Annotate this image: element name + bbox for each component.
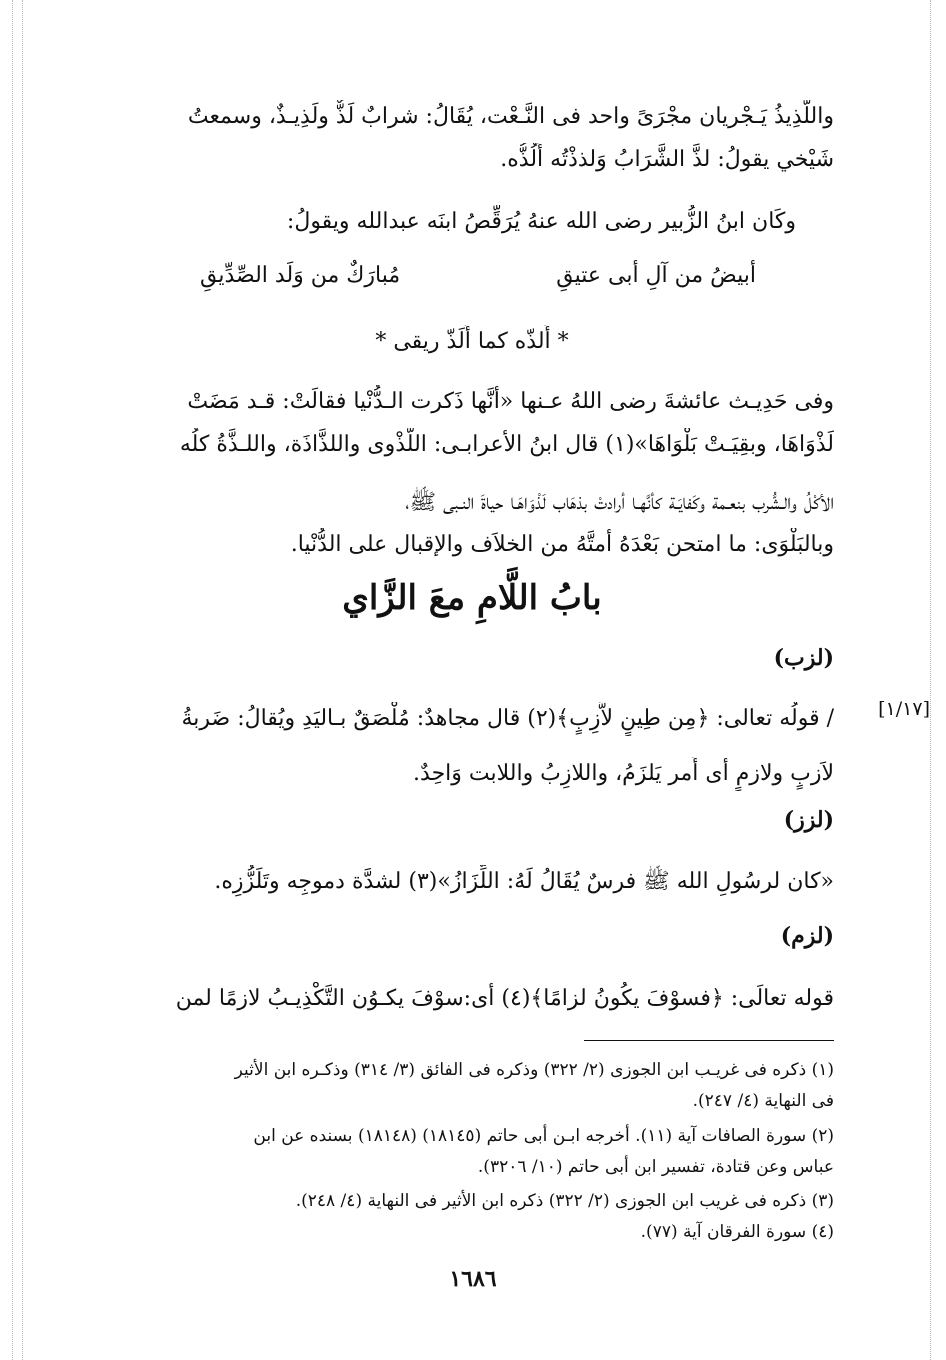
body-line: / قولُه تعالى: ﴿مِن طِينٍ لاَّزِبٍ﴾(٢) قال مجاهدٌ: مُلْصَقٌ بـاليَدِ ويُقالُ: ضَربةُ <box>181 706 834 731</box>
margin-reference: [١/١٧] <box>878 698 930 720</box>
body-line: وكَان ابنُ الزُّبير رضى الله عنهُ يُرَقِّصُ ابنَه عبدالله ويقولُ: <box>286 209 796 234</box>
body-line: الأكْلُ والـشُّرب بنعـمة وكَفايَـة كأنَّهـا أرادتْ بذهَاب لَذْوَاهَـا حياةَ النـبى ﷺ، <box>405 490 834 515</box>
body-line: وبالبَلْوَى: ما امتحن بَعْدَهُ أمتَّهُ من الخلاَف والإقبال على الدُّنْيا. <box>290 532 834 557</box>
body-line: وفى حَدِيـث عائشةَ رضى اللهُ عـنها «أنَّها ذَكرت الـدُّنْيا فقالَتْ: قـد مَضَتْ <box>187 389 834 414</box>
footnote-separator <box>584 1040 834 1041</box>
scan-guide-right <box>930 0 931 1360</box>
footnote-line: (٢) سورة الصافات آية (١١). أخرجه ابـن أبى حاتم (١٨١٤٥) (١٨١٤٨) بسنده عن ابن <box>253 1126 834 1146</box>
footnote-line: عباس وعن قتادة، تفسير ابن أبى حاتم (١٠/ ٣٢٠٦). <box>477 1157 834 1177</box>
footnote-line: فى النهاية (٤/ ٢٤٧). <box>692 1091 834 1111</box>
body-line: لَذْوَاهَا، وبقِيَـتْ بَلْوَاهَا»(١) قال ابنُ الأعرابـى: اللَّذْوى واللذَّاذَة، واللـذَّةُ كلُه <box>179 432 834 457</box>
scan-guide-left-inner <box>22 0 23 1360</box>
poem-hemistich-right: أبيضُ من آلِ أبى عتيقِ <box>556 263 756 288</box>
footnote-line: (٣) ذكره فى غريب ابن الجوزى (٢/ ٣٢٢) ذكره ابن الأثير فى النهاية (٤/ ٢٤٨). <box>295 1191 834 1211</box>
body-line: واللَّذِيذُ يَـجْريان مجْرَىً واحد فى النَّـعْت، يُقَالُ: شرابٌ لَذٌّ ولَذِيـذٌ، وسمعتُ <box>187 104 834 129</box>
poem-hemistich-left: مُبارَكٌ من وَلَد الصِّدِّيقِ <box>200 263 401 288</box>
page-number: ١٦٨٦ <box>449 1266 497 1292</box>
poem-verse-center: * أَلذّه كما أَلَذّ ريقى * <box>375 329 569 354</box>
body-line: شَيْخي يقولُ: لذَّ الشَّرَابُ وَلذذْتُه أَلُذُّه. <box>500 147 834 172</box>
body-line: لاَزبٍ ولازمٍ أى أَمر يَلزَمُ، واللازِبُ واللابت وَاحِدٌ. <box>413 761 834 786</box>
body-line: «كان لرسُولِ الله ﷺ فرسٌ يُقَالُ لَهُ: اللِّزَازُ»(٣) لشدَّة دموجِه وتَلَزُّزِه. <box>214 869 834 894</box>
section-title-lzz: (لزز) <box>783 807 834 833</box>
scan-guide-left <box>12 0 13 1360</box>
section-title-lzb: (لزب) <box>773 645 834 671</box>
section-title-lzm: (لزم) <box>780 923 834 949</box>
body-line: قوله تعالَى: ﴿فسوْفَ يكُونُ لزامًا﴾(٤) أى:سوْفَ يكـوُن التَّكْذِيـبُ لازمًا لمن <box>175 986 834 1011</box>
footnote-line: (١) ذكره فى غريـب ابن الجوزى (٢/ ٣٢٢) وذكره فى الفائق (٣/ ٣١٤) وذكـره ابن الأثير <box>234 1060 834 1080</box>
chapter-heading: بابُ اللَّامِ معَ الزَّاي <box>342 578 602 618</box>
footnote-line: (٤) سورة الفرقان آية (٧٧). <box>640 1222 834 1242</box>
